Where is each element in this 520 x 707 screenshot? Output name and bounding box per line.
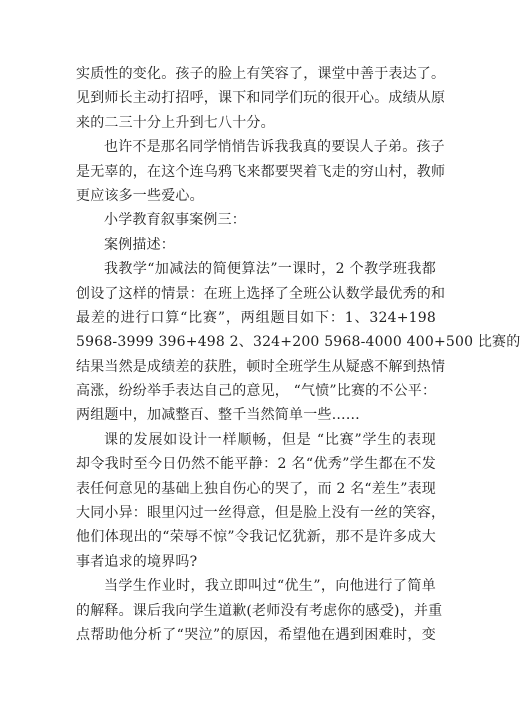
text-line: 两组题中，加减整百、整千当然简单一些…… xyxy=(76,407,360,424)
text-line: 的解释。课后我向学生道歉(老师没有考虑你的感受)，并重 xyxy=(76,602,443,619)
text-line: 课的发展如设计一样顺畅，但是 “比赛”学生的表现 xyxy=(104,431,436,448)
document-page xyxy=(76,62,520,647)
text-line: 当学生作业时，我立即叫过“优生”，向他进行了简单 xyxy=(104,578,436,595)
text-line: 也许不是那名同学悄悄告诉我我真的要误人子弟。孩子 xyxy=(104,139,445,156)
text-line: 结果当然是成绩差的获胜，顿时全班学生从疑惑不解到热情 xyxy=(76,358,446,375)
text-line: 见到师长主动打招呼，课下和同学们玩的很开心。成绩从原 xyxy=(76,90,446,107)
text-line: 我教学“加减法的简便算法”一课时，2 个教学班我都 xyxy=(104,261,436,278)
text-line: 是无辜的，在这个连乌鸦飞来都要哭着飞走的穷山村，教师 xyxy=(76,163,446,180)
text-line: 5968-3999 396+498 2、324+200 5968-4000 400+500 比赛的 xyxy=(76,334,520,351)
text-line: 实质性的变化。孩子的脸上有笑容了，课堂中善于表达了。 xyxy=(76,66,446,82)
text-line: 更应该多一些爱心。 xyxy=(76,187,204,204)
text-line: 小学教育叙事案例三： xyxy=(104,212,246,229)
text-line: 创设了这样的情景：在班上选择了全班公认数学最优秀的和 xyxy=(76,285,446,302)
text-line: 最差的进行口算“比赛”，两组题目如下：1、324+198 xyxy=(76,309,436,326)
text-line: 他们体现出的“荣辱不惊”令我记忆犹新，那不是许多成大 xyxy=(76,529,436,546)
text-line: 来的二三十分上升到七八十分。 xyxy=(76,114,275,131)
text-line: 案例描述： xyxy=(104,236,175,253)
text-line: 却令我时至今日仍然不能平静：2 名“优秀”学生都在不发 xyxy=(76,456,436,473)
text-line: 高涨，纷纷举手表达自己的意见， “气愤”比赛的不公平： xyxy=(76,383,437,400)
text-line: 大同小异：眼里闪过一丝得意，但是脸上没有一丝的笑容， xyxy=(76,505,446,522)
text-line: 表任何意见的基础上独自伤心的哭了，而 2 名“差生”表现 xyxy=(76,480,436,497)
text-line: 事者追求的境界吗? xyxy=(76,553,198,570)
text-line: 点帮助他分析了“哭泣”的原因，希望他在遇到困难时，变 xyxy=(76,626,436,643)
